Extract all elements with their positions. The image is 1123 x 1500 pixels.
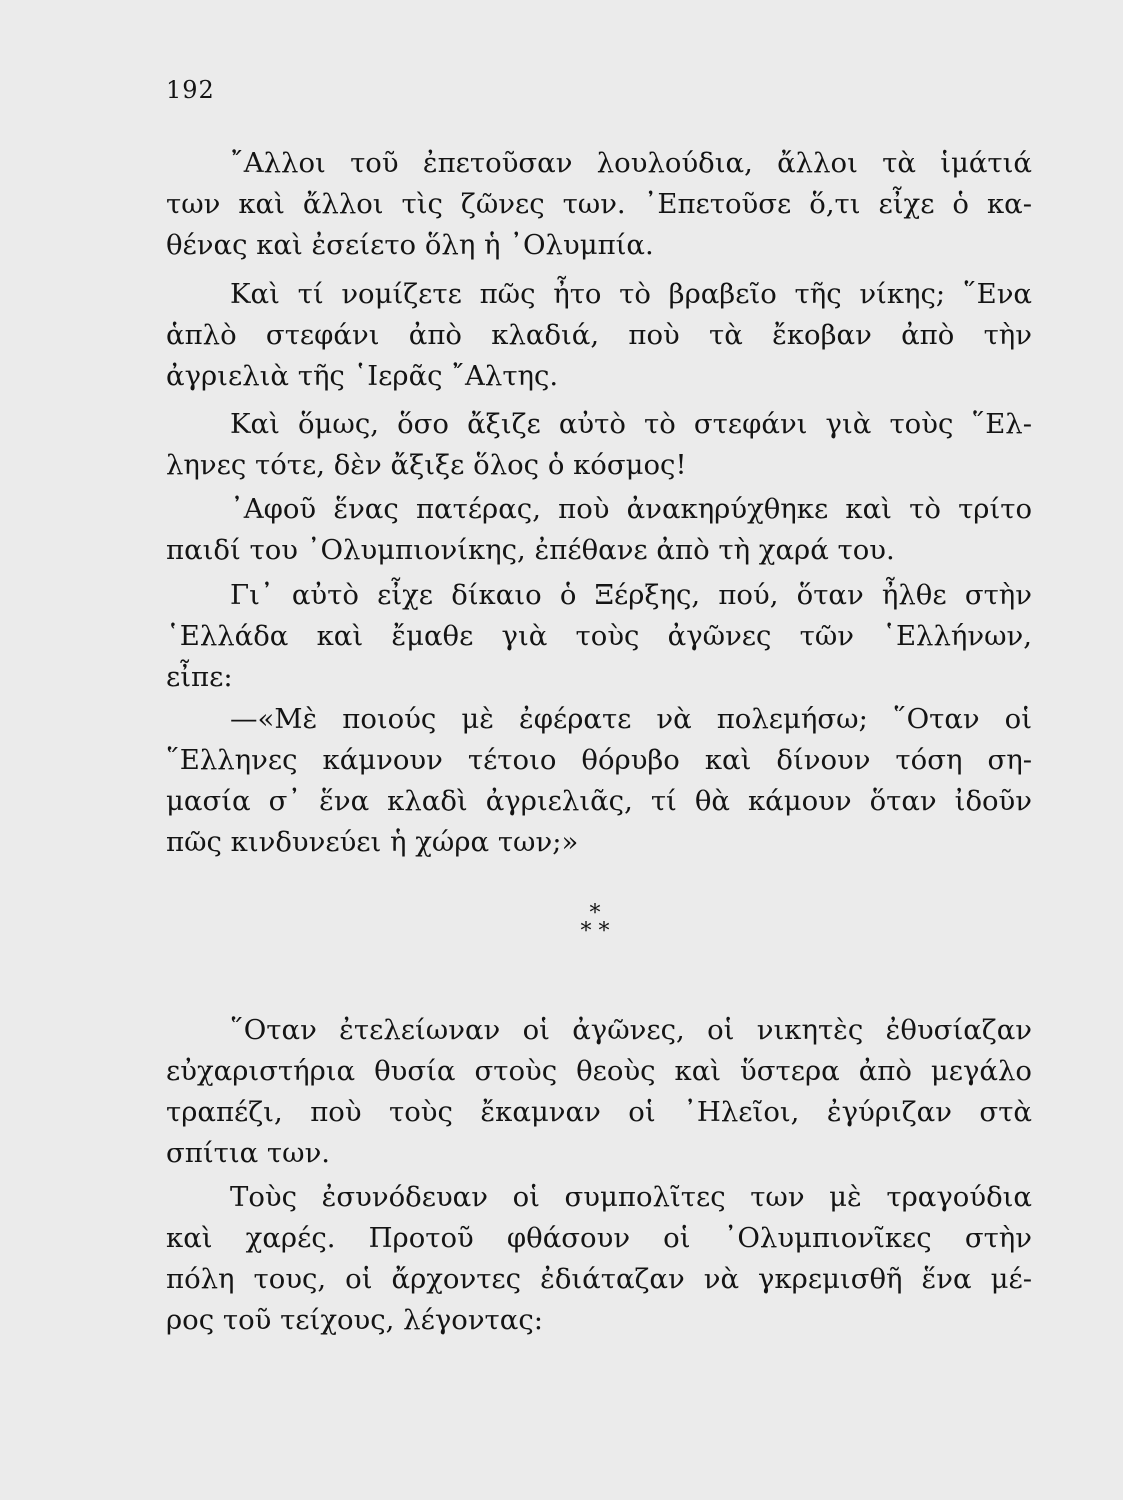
text-line: ρος τοῦ τείχους, λέγοντας:: [166, 1304, 543, 1336]
text-line: ᾿Αφοῦ ἕνας πατέρας, ποὺ ἀνακηρύχθηκε καὶ τὸ τρίτο: [230, 493, 1032, 525]
text-line: ῞Ελληνες κάμνουν τέτοιο θόρυβο καὶ δίνουν τόση ση-: [166, 744, 1032, 776]
separator-star-top: *: [589, 901, 601, 926]
text-line: πόλη τους, οἱ ἄρχοντες ἐδιάταζαν νὰ γκρεμισθῆ ἕνα μέ-: [166, 1263, 1032, 1295]
text-line: ἁπλὸ στεφάνι ἀπὸ κλαδιά, ποὺ τὰ ἔκοβαν ἀπὸ τὴν: [166, 319, 1032, 351]
text-line: ἀγριελιὰ τῆς ῾Ιερᾶς ῎Αλτης.: [166, 360, 559, 392]
text-line: καὶ χαρές. Προτοῦ φθάσουν οἱ ᾿Ολυμπιονῖκες στὴν: [166, 1222, 1032, 1254]
text-line: εἶπε:: [166, 661, 233, 693]
text-line: παιδί του ᾿Ολυμπιονίκης, ἐπέθανε ἀπὸ τὴ χαρά του.: [166, 534, 895, 566]
text-line: ῎Αλλοι τοῦ ἐπετοῦσαν λουλούδια, ἄλλοι τὰ ἱμάτιά: [230, 147, 1032, 179]
text-line: εὐχαριστήρια θυσία στοὺς θεοὺς καὶ ὕστερα ἀπὸ μεγάλο: [166, 1055, 1032, 1087]
text-line: —«Μὲ ποιούς μὲ ἐφέρατε νὰ πολεμήσω; ῞Οταν οἱ: [230, 703, 1032, 735]
text-line: ληνες τότε, δὲν ἄξιξε ὅλος ὁ κόσμος!: [166, 449, 687, 481]
text-line: Καὶ ὅμως, ὅσο ἄξιζε αὐτὸ τὸ στεφάνι γιὰ τοὺς ῞Ελ-: [230, 408, 1032, 440]
text-line: ῾Ελλάδα καὶ ἔμαθε γιὰ τοὺς ἀγῶνες τῶν ῾Ελλήνων,: [166, 620, 1032, 652]
section-separator: [565, 901, 625, 944]
text-line: πῶς κινδυνεύει ἡ χώρα των;»: [166, 826, 579, 858]
page-number: 192: [166, 76, 215, 104]
text-line: μασία σ᾿ ἕνα κλαδὶ ἀγριελιᾶς, τί θὰ κάμουν ὅταν ἰδοῦν: [166, 785, 1032, 817]
text-line: Καὶ τί νομίζετε πῶς ἦτο τὸ βραβεῖο τῆς νίκης; ῞Ενα: [230, 278, 1032, 310]
text-line: των καὶ ἄλλοι τὶς ζῶνες των. ᾿Επετοῦσε ὅ,τι εἶχε ὁ κα-: [166, 188, 1032, 220]
text-line: τραπέζι, ποὺ τοὺς ἔκαμναν οἱ ᾿Ηλεῖοι, ἐγύριζαν στὰ: [166, 1096, 1032, 1128]
separator-stars-bottom: * *: [580, 919, 610, 944]
text-line: σπίτια των.: [166, 1137, 331, 1169]
text-line: θένας καὶ ἐσείετο ὅλη ἡ ᾿Ολυμπία.: [166, 229, 654, 261]
text-line: Τοὺς ἐσυνόδευαν οἱ συμπολῖτες των μὲ τραγούδια: [230, 1181, 1032, 1213]
text-line: Γι᾿ αὐτὸ εἶχε δίκαιο ὁ Ξέρξης, πού, ὅταν ἦλθε στὴν: [230, 579, 1032, 611]
text-line: ῞Οταν ἐτελείωναν οἱ ἀγῶνες, οἱ νικητὲς ἐθυσίαζαν: [230, 1014, 1032, 1046]
